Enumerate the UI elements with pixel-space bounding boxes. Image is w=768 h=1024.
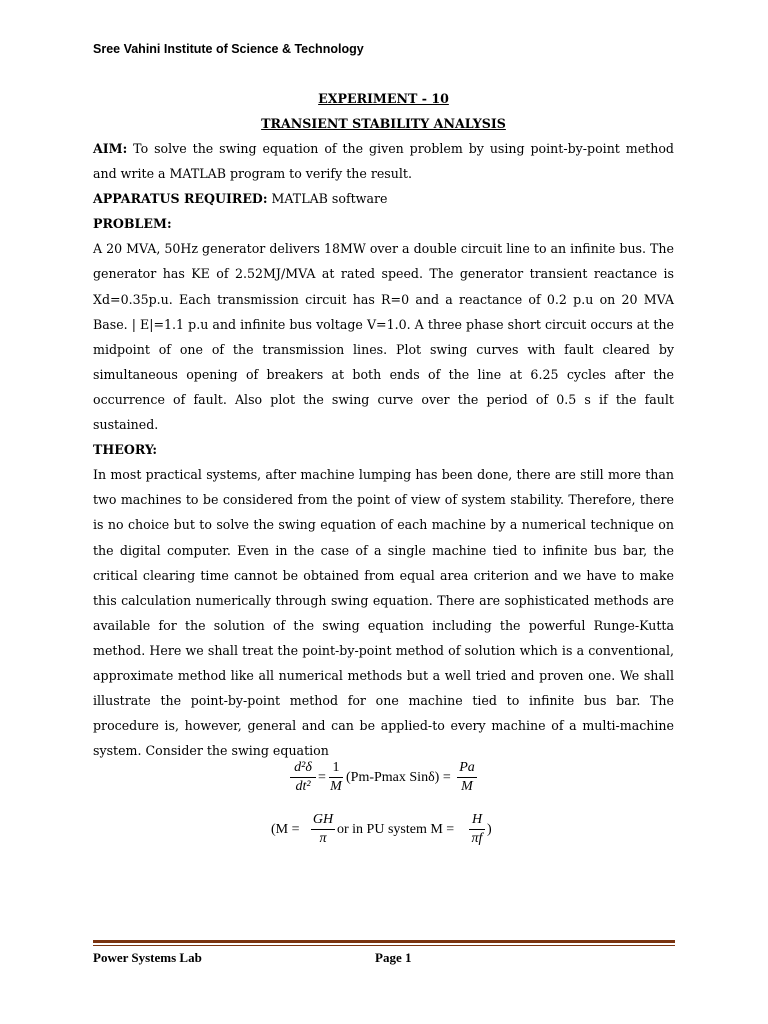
aim-label: AIM:	[93, 141, 128, 156]
lhs-fraction: d²δ dt²	[290, 760, 316, 795]
inertia-equation: (M = GH π or in PU system M = H πf )	[271, 812, 492, 846]
experiment-number: EXPERIMENT - 10	[318, 91, 449, 106]
page-number: Page 1	[375, 950, 412, 965]
gh-over-pi-fraction: GH π	[312, 812, 334, 846]
problem-text: A 20 MVA, 50Hz generator delivers 18MW over a double circuit line to an infinite bus. The generator has KE of 2.52MJ/MVA at rated speed. The generator transient reactance is Xd=0.35p.u. Each transmission circuit has R=0 and a reactance of 0.2 p.u on 20 MVA Base. | E|=1.1 p.u and infinite bus voltage V=1.0. A three phase short circuit occurs at the midpoint of one of the transmission lines. Plot swing curves with fault cleared by simultaneous opening of breakers at both ends of the line at 6.25 cycles after the occurrence of fault. Also plot the swing curve over the period of 0.5 s if the fault sustained.	[93, 241, 674, 433]
aim-section	[93, 136, 674, 186]
footer-rule-thin	[93, 945, 675, 946]
h-over-pif-fraction: H πf	[469, 812, 485, 847]
footer-lab-name: Power Systems Lab	[93, 950, 202, 965]
apparatus-label: APPARATUS REQUIRED:	[93, 191, 268, 207]
swing-equation: d²δ dt² = 1 M (Pm-Pmax Sinδ) = Pa M	[290, 758, 530, 800]
aim-text: To solve the swing equation of the given problem by using point-by-point method and write a MATLAB program to verify the result.	[93, 141, 674, 182]
apparatus-text: MATLAB software	[267, 191, 388, 207]
power-expression: (Pm-Pmax Sinδ) =	[346, 770, 451, 785]
one-over-m-fraction: 1 M	[330, 760, 342, 794]
footer-rule	[93, 940, 675, 943]
theory-label: THEORY:	[93, 442, 158, 458]
document-body	[93, 86, 674, 763]
apparatus-section	[93, 186, 674, 211]
experiment-title: TRANSIENT STABILITY ANALYSIS	[261, 116, 506, 131]
theory-text: In most practical systems, after machine lumping has been done, there are still more than two machines to be considered from the point of view of system stability. Therefore, there is no choice but to solve the swing equation of each machine by a numerical technique on the digital computer. Even in the case of a single machine tied to infinite bus bar, the critical clearing time cannot be obtained from equal area criterion and we have to make this calculation numerically through swing equation. There are sophisticated methods are available for the solution of the swing equation including the powerful Runge-Kutta method. Here we shall treat the point-by-point method of solution which is a conventional, approximate method like all numerical methods but a well tried and proven one. We shall illustrate the point-by-point method for one machine tied to infinite bus bar. The procedure is, however, general and can be applied-to every machine of a multi-machine system. Consider the swing equation	[93, 467, 674, 759]
problem-label: PROBLEM:	[93, 216, 172, 232]
institution-header: Sree Vahini Institute of Science & Technology	[93, 42, 364, 56]
pa-over-m-fraction: Pa M	[457, 760, 477, 795]
